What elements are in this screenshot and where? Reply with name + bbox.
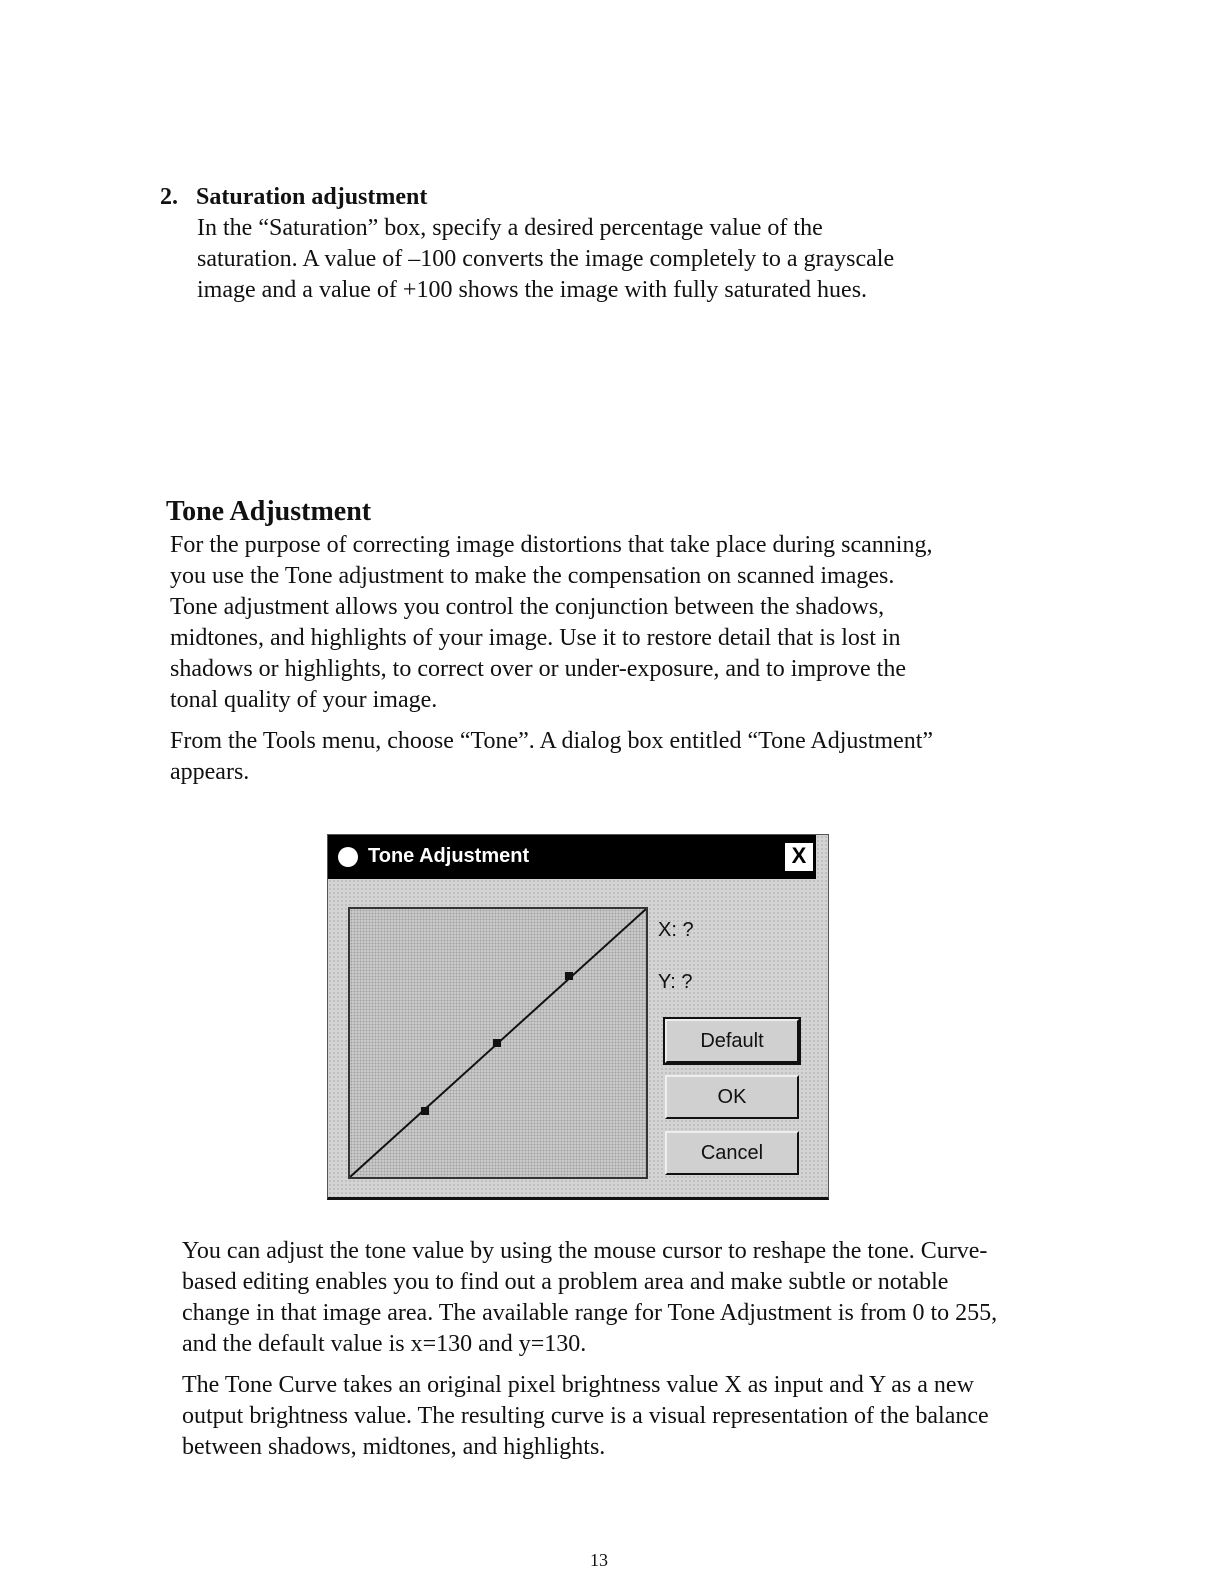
curve-control-point-low <box>421 1107 429 1115</box>
cancel-button[interactable]: Cancel <box>665 1131 799 1175</box>
app-icon <box>338 847 358 867</box>
curve-control-point-high <box>565 972 573 980</box>
saturation-heading <box>160 182 920 213</box>
after-paragraph-2: The Tone Curve takes an original pixel brightness value X as input and Y as a new output brightness value. The resulting curve is a visual representation of the balance between shadows, midtones, and highlights. <box>182 1372 989 1460</box>
dialog-titlebar[interactable] <box>328 835 816 879</box>
tone-paragraph-2: From the Tools menu, choose “Tone”. A dialog box entitled “Tone Adjustment” appears. <box>170 728 934 785</box>
x-value: ? <box>682 919 694 941</box>
tone-adjustment-heading: Tone Adjustment <box>166 496 372 527</box>
after-paragraph-1: You can adjust the tone value by using the mouse cursor to reshape the tone. Curve-based editing enables you to find out a problem area and make subtle or notable change in that image area. The available range for Tone Adjustment is from 0 to 255, and the default value is x=130 and y=130. <box>182 1238 998 1357</box>
ok-button[interactable]: OK <box>665 1075 799 1119</box>
y-readout <box>658 971 692 994</box>
x-label: X: <box>658 919 677 941</box>
y-label: Y: <box>658 971 676 993</box>
tone-section-body <box>170 530 940 798</box>
curve-control-point-mid <box>493 1039 501 1047</box>
tone-adjustment-dialog <box>327 834 829 1200</box>
saturation-heading-text: Saturation adjustment <box>196 184 428 210</box>
saturation-section <box>160 182 920 306</box>
page-number: 13 <box>590 1550 608 1570</box>
section-number: 2. <box>160 184 178 210</box>
saturation-body: In the “Saturation” box, specify a desired percentage value of the saturation. A value of –100 converts the image completely to a grayscale image and a value of +100 shows the image with fully saturated hues. <box>197 215 895 303</box>
tone-paragraph-1: For the purpose of correcting image distortions that take place during scanning, you use the Tone adjustment to make the compensation on scanned images. Tone adjustment allows you control the conjunction between the shadows, midtones, and highlights of your image. Use it to restore detail that is lost in shadows or highlights, to correct over or under-exposure, and to improve the tonal quality of your image. <box>170 532 933 713</box>
tone-explanation <box>182 1236 1002 1473</box>
tone-curve-graph <box>350 909 646 1177</box>
tone-curve-area[interactable] <box>348 907 648 1179</box>
y-value: ? <box>681 971 693 993</box>
x-readout <box>658 919 694 942</box>
dialog-title: Tone Adjustment <box>368 845 530 867</box>
close-button[interactable]: X <box>783 841 815 873</box>
default-button[interactable]: Default <box>665 1019 799 1063</box>
